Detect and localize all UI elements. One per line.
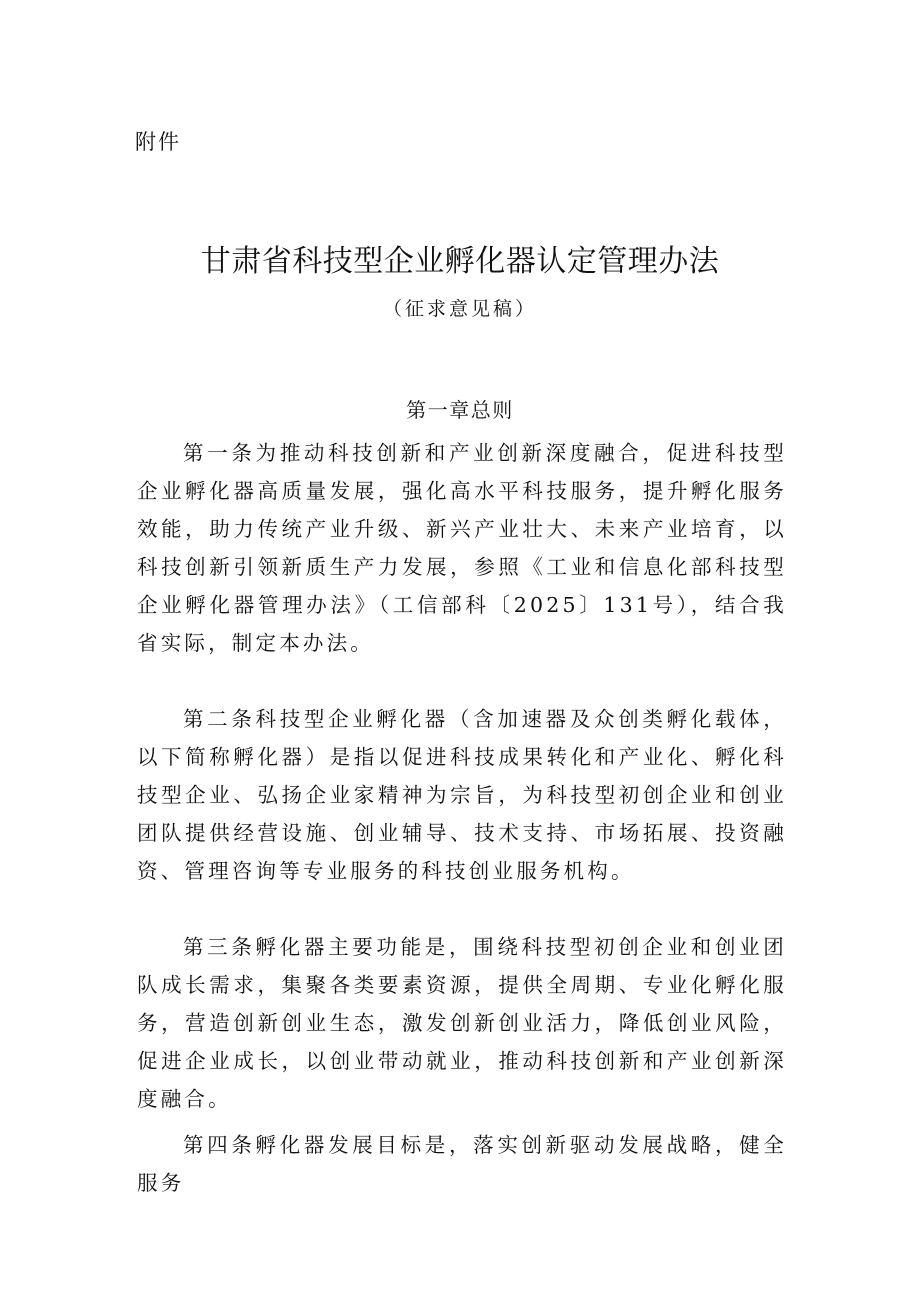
- article-4-paragraph: 第四条孵化器发展目标是，落实创新驱动发展战略，健全服务: [137, 1133, 787, 1195]
- document-subtitle: （征求意见稿）: [382, 298, 537, 320]
- chapter-heading: 第一章总则: [406, 398, 514, 422]
- attachment-label: 附件: [135, 130, 181, 154]
- article-3-paragraph: 第三条孵化器主要功能是，围绕科技型初创企业和创业团队成长需求，集聚各类要素资源，提供全周期、专业化孵化服务，营造创新创业生态，激发创新创业活力，降低创业风险，促进企业成长，以创业带动就业，推动科技创新和产业创新深度融合。: [137, 935, 787, 1111]
- article-1-paragraph: 第一条为推动科技创新和产业创新深度融合，促进科技型企业孵化器高质量发展，强化高水平科技服务，提升孵化服务效能，助力传统产业升级、新兴产业壮大、未来产业培育，以科技创新引领新质生产力发展，参照《工业和信息化部科技型企业孵化器管理办法》（工信部科〔2025〕131号），结合我省实际，制定本办法。: [137, 441, 787, 655]
- article-2-paragraph: 第二条科技型企业孵化器（含加速器及众创类孵化载体，以下简称孵化器）是指以促进科技成果转化和产业化、孵化科技型企业、弘扬企业家精神为宗旨，为科技型初创企业和创业团队提供经营设施、创业辅导、技术支持、市场拓展、投资融资、管理咨询等专业服务的科技创业服务机构。: [137, 707, 787, 883]
- document-title: 甘肃省科技型企业孵化器认定管理办法: [200, 244, 720, 279]
